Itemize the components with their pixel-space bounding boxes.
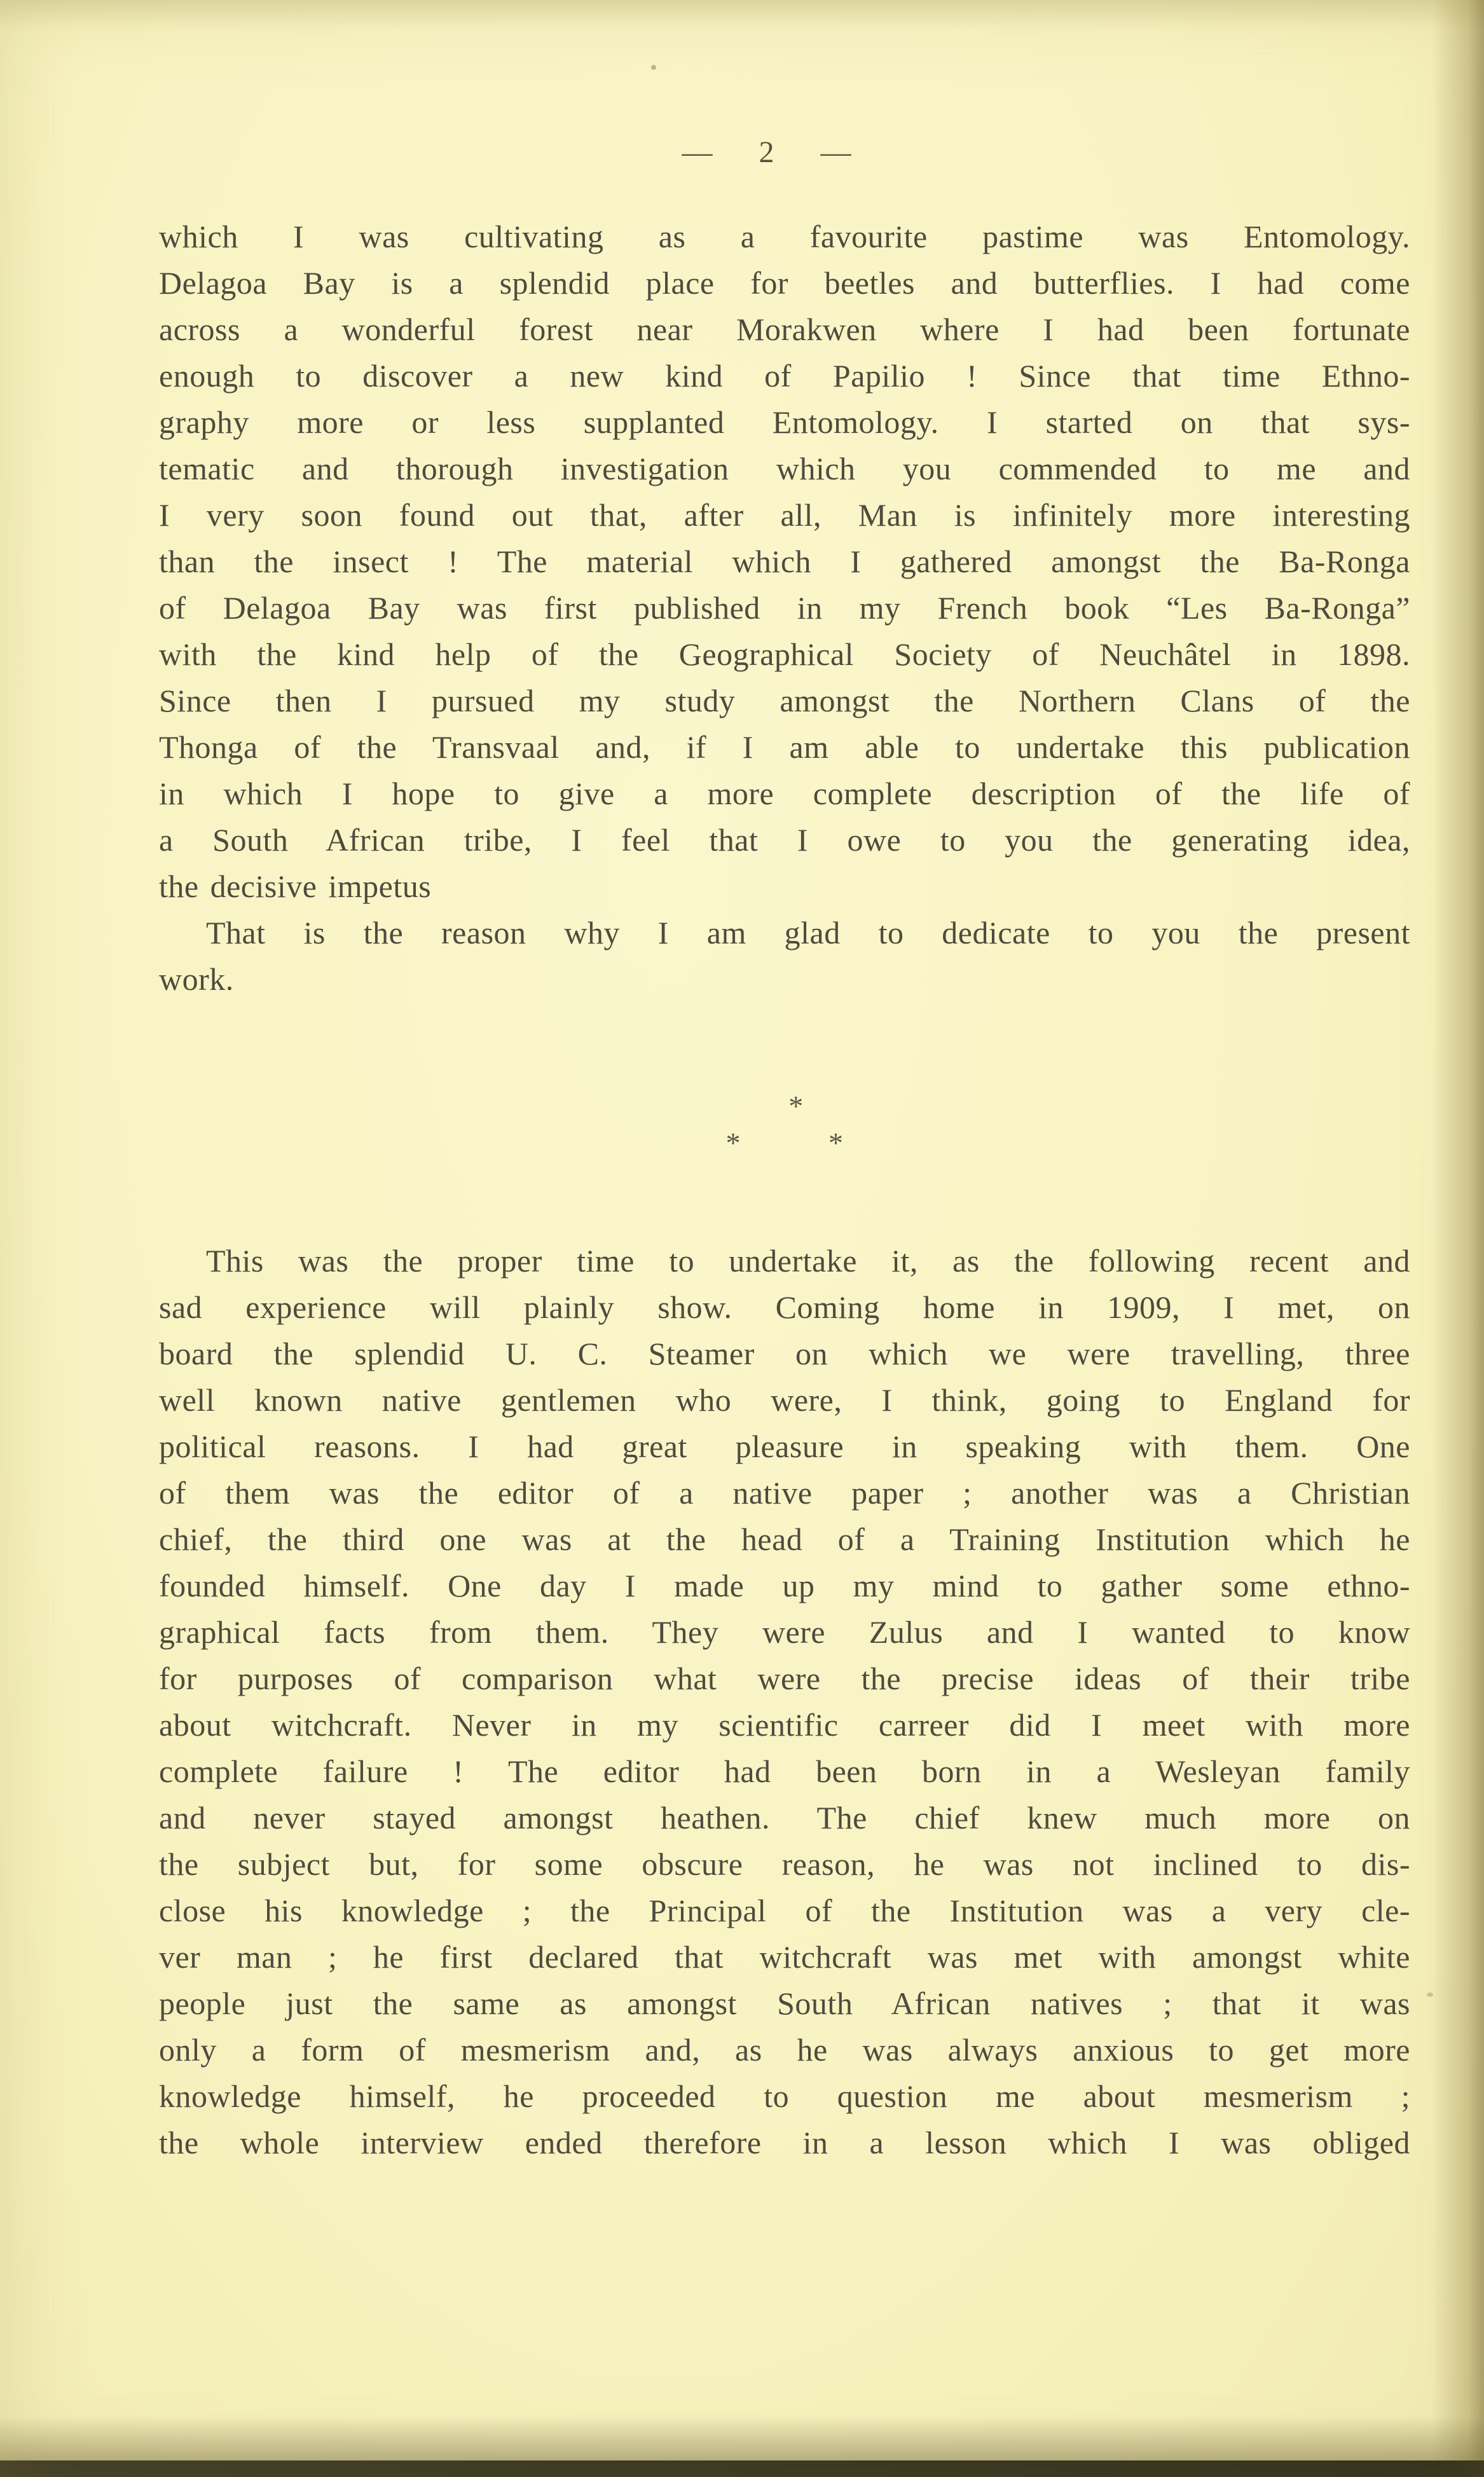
asterisk-separator — [159, 1090, 1410, 1159]
text-line: in which I hope to give a more complete description of the life of — [159, 776, 1410, 811]
text-line: of Delagoa Bay was first published in my French book “Les Ba-Ronga” — [159, 590, 1410, 626]
text-line: This was the proper time to undertake it, as the following recent and — [206, 1243, 1410, 1279]
text-line: sad experience will plainly show. Coming home in 1909, I met, on — [159, 1289, 1410, 1325]
separator-asterisk-right: * — [828, 1127, 844, 1159]
text-line: That is the reason why I am glad to dedicate to you the present — [206, 915, 1410, 950]
text-line: well known native gentlemen who were, I think, going to England for — [159, 1382, 1410, 1418]
text-line: ver man ; he first declared that witchcraft was met with amongst white — [159, 1939, 1410, 1975]
separator-asterisk-top: * — [788, 1090, 804, 1122]
text-line: of them was the editor of a native paper ; another was a Christian — [159, 1475, 1410, 1511]
text-line: and never stayed amongst heathen. The chief knew much more on — [159, 1800, 1410, 1835]
text-line: a South African tribe, I feel that I owe to you the generating idea, — [159, 822, 1410, 858]
text-line: Delagoa Bay is a splendid place for beetles and butterflies. I had come — [159, 265, 1410, 301]
text-line: Since then I pursued my study amongst the Northern Clans of the — [159, 683, 1410, 718]
text-line: founded himself. One day I made up my mind to gather some ethno- — [159, 1568, 1410, 1603]
text-line: enough to discover a new kind of Papilio ! Since that time Ethno- — [159, 358, 1410, 394]
page-header — [141, 135, 1392, 170]
text-line: the whole interview ended therefore in a lesson which I was obliged — [159, 2125, 1410, 2160]
separator-asterisk-left: * — [725, 1127, 741, 1159]
text-line: about witchcraft. Never in my scientific carreer did I meet with more — [159, 1707, 1410, 1743]
text-line: chief, the third one was at the head of a Training Institution which he — [159, 1521, 1410, 1557]
text-line: for purposes of comparison what were the precise ideas of their tribe — [159, 1661, 1410, 1696]
page-edge-shadow-top — [0, 0, 1484, 29]
page-edge-shadow-right — [1432, 0, 1484, 2477]
text-line: board the splendid U. C. Steamer on which we were travelling, three — [159, 1336, 1410, 1371]
text-line: with the kind help of the Geographical Society of Neuchâtel in 1898. — [159, 636, 1410, 672]
text-line: the subject but, for some obscure reason, he was not inclined to dis- — [159, 1846, 1410, 1882]
text-line: graphy more or less supplanted Entomology. I started on that sys- — [159, 404, 1410, 440]
text-line: Thonga of the Transvaal and, if I am able to undertake this publication — [159, 729, 1410, 765]
header-dash-right: — — [820, 135, 852, 169]
text-line: work. — [159, 961, 234, 997]
separator-asterisk-row — [159, 1127, 1410, 1159]
text-line: knowledge himself, he proceeded to question me about mesmerism ; — [159, 2078, 1410, 2114]
page-edge-fade-bottom — [0, 2416, 1484, 2462]
header-dash-left: — — [682, 135, 713, 169]
page-number: 2 — [759, 135, 775, 169]
text-block — [159, 214, 1410, 2166]
scan-speck — [1427, 1993, 1433, 1997]
paragraph — [159, 1238, 1410, 2166]
text-line: than the insect ! The material which I gathered amongst the Ba-Ronga — [159, 544, 1410, 579]
text-line: only a form of mesmerism and, as he was always anxious to get more — [159, 2032, 1410, 2068]
paragraph — [159, 214, 1410, 910]
text-line: which I was cultivating as a favourite pastime was Entomology. — [159, 219, 1410, 254]
text-line: close his knowledge ; the Principal of the Institution was a very cle- — [159, 1893, 1410, 1928]
text-line: political reasons. I had great pleasure in speaking with them. One — [159, 1429, 1410, 1464]
text-line: the decisive impetus — [159, 868, 432, 904]
scan-speck — [651, 65, 656, 70]
text-line: across a wonderful forest near Morakwen where I had been fortunate — [159, 312, 1410, 347]
page-edge-bottom — [0, 2460, 1484, 2477]
text-line: graphical facts from them. They were Zulus and I wanted to know — [159, 1614, 1410, 1650]
text-line: complete failure ! The editor had been born in a Wesleyan family — [159, 1753, 1410, 1789]
text-line: I very soon found out that, after all, Man is infinitely more interesting — [159, 497, 1410, 533]
text-line: people just the same as amongst South African natives ; that it was — [159, 1986, 1410, 2021]
text-line: tematic and thorough investigation which you commended to me and — [159, 451, 1410, 486]
paragraph — [159, 910, 1410, 1003]
